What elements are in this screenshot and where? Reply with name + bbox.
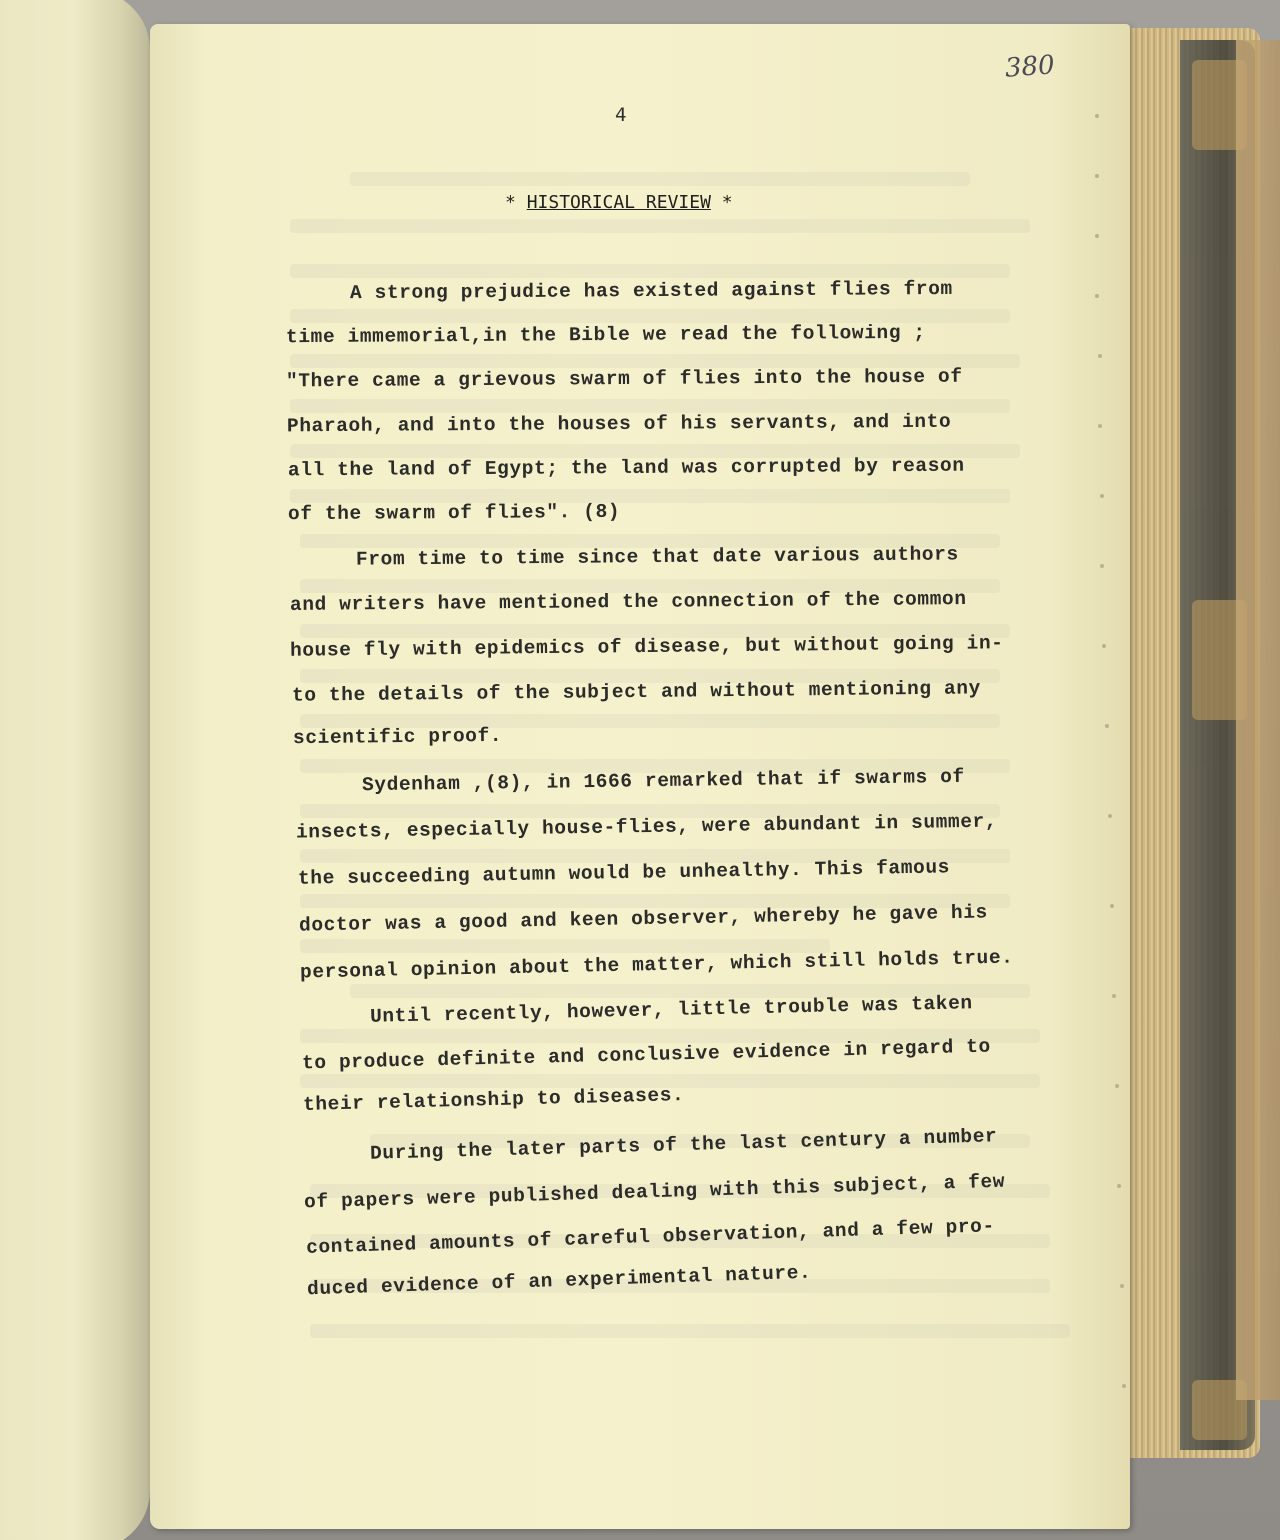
text-line: Until recently, however, little trouble was taken [369,992,973,1028]
text-line: their relationship to diseases. [302,1084,685,1116]
binding-mark [1095,114,1099,118]
section-heading [505,192,733,213]
binding-mark [1095,294,1099,298]
binding-mark [1095,234,1099,238]
text-line: A strong prejudice has existed against flies from [349,277,953,305]
text-line: "There came a grievous swarm of flies into the house of [285,365,963,393]
text-line: to produce definite and conclusive evidence in regard to [301,1035,992,1075]
show-through [300,939,830,953]
binding-mark [1110,904,1114,908]
show-through [290,309,1010,323]
show-through [350,172,970,186]
text-line: of papers were published dealing with this subject, a few [303,1170,1006,1214]
show-through [290,219,1030,233]
text-line: time immemorial,in the Bible we read the following ; [285,321,926,349]
binding-mark [1108,814,1112,818]
text-line: and writers have mentioned the connection of the common [289,588,967,616]
handwritten-archive-number: 380 [1004,50,1056,84]
show-through [290,489,1010,503]
show-through [290,264,1010,278]
binding-mark [1115,1084,1119,1088]
binding-mark [1112,994,1116,998]
text-line: insects, especially house-flies, were abundant in summer, [295,810,998,844]
binding-mark [1095,174,1099,178]
text-line: scientific proof. [292,724,503,750]
text-line: From time to time since that date various authors [355,543,959,571]
heading-title: HISTORICAL REVIEW [526,192,711,213]
binding-mark [1098,354,1102,358]
text-line: of the swarm of flies". (8) [287,500,621,526]
text-line: doctor was a good and keen observer, whereby he gave his [298,901,989,937]
binding-mark [1098,424,1102,428]
text-line: Pharaoh, and into the houses of his servants, and into [286,410,952,438]
binding-mark [1117,1184,1121,1188]
heading-star-left: * [505,192,527,213]
text-line: contained amounts of careful observation, and a few pro- [305,1215,996,1259]
text-line: personal opinion about the matter, which still holds true. [299,946,1014,984]
text-line: Sydenham ,(8), in 1666 remarked that if swarms of [361,765,965,797]
show-through [310,1324,1070,1338]
binding-mark [1120,1284,1124,1288]
text-line: During the later parts of the last century a number [369,1125,998,1165]
text-line: duced evidence of an experimental nature. [306,1261,812,1301]
binding-mark [1122,1384,1126,1388]
text-line: the succeeding autumn would be unhealthy. This famous [297,856,951,890]
text-line: all the land of Egypt; the land was corrupted by reason [287,454,965,482]
text-line: to the details of the subject and without mentioning any [291,677,982,707]
heading-star-right: * [710,192,733,213]
page-tab [1236,40,1280,1400]
binding-mark [1102,644,1106,648]
text-line: house fly with epidemics of disease, but without going in- [289,632,1004,662]
facing-page [0,0,150,1540]
binding-mark [1100,494,1104,498]
binding-mark [1105,724,1109,728]
binding-mark [1100,564,1104,568]
page-number: 4 [615,104,627,126]
document-page [150,24,1130,1529]
